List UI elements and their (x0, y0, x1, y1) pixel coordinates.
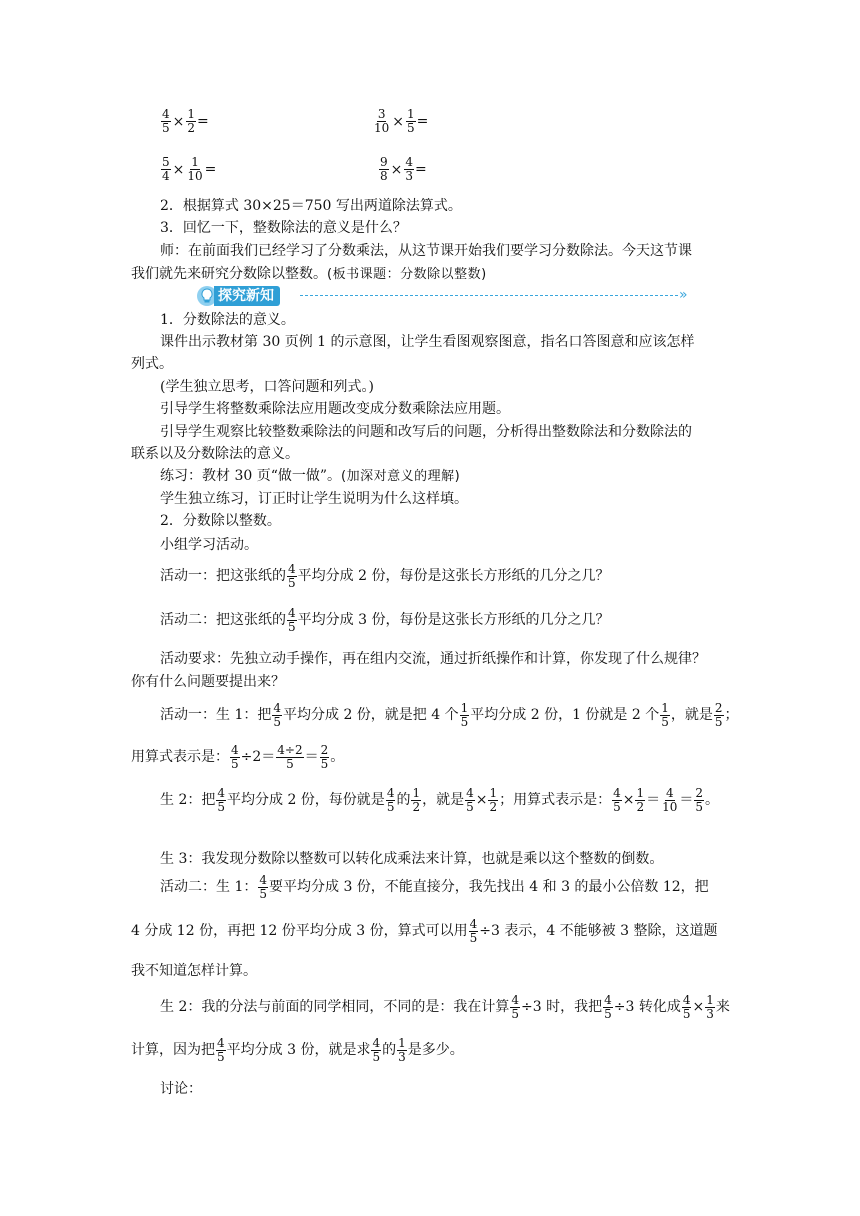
fraction: $\frac{4}{5}$ (511, 992, 519, 1021)
text-line: 3．回忆一下，整数除法的意义是什么？ (160, 220, 407, 236)
fraction: $\frac{4}{5}$ (217, 1035, 225, 1064)
fraction: $\frac{4}{5}$ (682, 992, 691, 1021)
fraction: $\frac{1}{2}$ (636, 785, 645, 814)
text-line: 师：在前面我们已经学习了分数乘法，从这节课开始我们要学习分数除法。今天这节课 (160, 243, 692, 259)
fraction: $\frac{4}{5}$ (259, 872, 267, 901)
text-line: 你有什么问题要提出来？ (131, 674, 285, 690)
double-chevron-right-icon: » (679, 287, 688, 303)
text-line: 列式。 (131, 356, 173, 372)
fraction: $\frac{4}{5}$ (604, 992, 612, 1021)
activity-two: 活动二：把这张纸的 $\frac{4}{5}$ 平均分成 3 份，每份是这张长方形纸的几分之几？ (160, 605, 610, 634)
fraction: $\frac{4}{5}$ (466, 785, 474, 814)
fraction: $\frac{2}{5}$ (320, 742, 329, 771)
text-line: 2．分数除以整数。 (160, 513, 281, 529)
fraction: $\frac{9}{8}$ (380, 155, 388, 183)
text-line: 活动要求：先独立动手操作，再在组内交流，通过折纸操作和计算，你发现了什么规律？ (160, 651, 706, 667)
warmup-row-2: $\frac{5}{4}$ × $\frac{1}{10}$ = (162, 155, 217, 183)
text-line: 联系以及分数除法的意义。 (131, 446, 299, 462)
fraction: $\frac{1}{5}$ (661, 700, 669, 729)
fraction: $\frac{1}{3}$ (706, 992, 714, 1021)
divider (300, 295, 678, 296)
fraction: $\frac{4}{3}$ (405, 155, 414, 183)
text-line: 引导学生观察比较整数乘除法的问题和改写后的问题，分析得出整数除法和分数除法的 (160, 424, 692, 440)
text-line: 2．根据算式 30×25＝750 写出两道除法算式。 (160, 198, 462, 214)
text-line: 我不知道怎样计算。 (131, 963, 257, 979)
fraction: $\frac{1}{2}$ (489, 785, 498, 814)
fraction: $\frac{4}{5}$ (273, 700, 281, 729)
student-2-line: 生 2：把 $\frac{4}{5}$ 平均分成 2 份，每份就是 $\frac{4}{5}$ 的 $\frac{1}{2}$ ，就是 $\frac{4}{5}$ × $\frac{1}{2}$ ；用算式表示是： $\frac{4}{5}$ × $\frac{1}{2}$ ＝ $\frac{4}{10}$ ＝ $\frac{2}{5}$ 。 (160, 785, 720, 814)
fraction: $\frac{3}{10}$ (374, 107, 390, 135)
warmup-row-1b: $\frac{3}{10}$ × $\frac{1}{5}$ = (374, 107, 429, 135)
activity-two-student-2: 生 2：我的分法与前面的同学相同，不同的是：我在计算 $\frac{4}{5}$ ÷3 时，我把 $\frac{4}{5}$ ÷3 转化成 $\frac{4}{5}$ × $\frac{1}{3}$ 来 (160, 992, 730, 1021)
text-line: 生 3：我发现分数除以整数可以转化成乘法来计算，也就是乘以这个整数的倒数。 (160, 851, 664, 867)
fraction: $\frac{4}{5}$ (231, 742, 239, 771)
fraction: $\frac{1}{2}$ (187, 107, 196, 135)
text-line: 小组学习活动。 (160, 537, 258, 553)
text-line: 我们就先来研究分数除以整数。(板书课题：分数除以整数) (131, 266, 487, 282)
text-line: 讨论： (160, 1081, 202, 1097)
fraction: $\frac{1}{5}$ (460, 700, 469, 729)
fraction: $\frac{1}{2}$ (412, 785, 421, 814)
section-title: 探究新知 (214, 286, 280, 306)
fraction: $\frac{4}{5}$ (386, 785, 395, 814)
fraction: $\frac{2}{5}$ (695, 785, 704, 814)
fraction: $\frac{1}{10}$ (187, 155, 203, 183)
fraction: $\frac{1}{5}$ (407, 107, 415, 135)
fraction: $\frac{4}{5}$ (288, 561, 296, 590)
text-line: (学生独立思考，口答问题和列式。) (160, 379, 374, 395)
section-banner (196, 285, 280, 307)
text-line: 引导学生将整数乘除法应用题改变成分数乘除法应用题。 (160, 401, 510, 417)
warmup-row-2b: $\frac{9}{8}$ × $\frac{4}{3}$ = (380, 155, 427, 183)
fraction: $\frac{4\div 2}{5}$ (277, 742, 303, 771)
student-1-formula: 用算式表示是： $\frac{4}{5}$ ÷2＝ $\frac{4\div 2}{5}$ ＝ $\frac{2}{5}$ 。 (131, 742, 345, 771)
fraction: $\frac{2}{5}$ (714, 700, 723, 729)
activity-two-line-2: 4 分成 12 份，再把 12 份平均分成 3 份，算式可以用 $\frac{4}{5}$ ÷3 表示，4 不能够被 3 整除，这道题 (131, 916, 718, 945)
fraction: $\frac{4}{10}$ (662, 785, 678, 814)
text-line: 练习：教材 30 页“做一做”。(加深对意义的理解) (160, 468, 461, 484)
fraction: $\frac{4}{5}$ (288, 605, 296, 634)
fraction: $\frac{4}{5}$ (372, 1035, 381, 1064)
fraction: $\frac{1}{3}$ (398, 1035, 406, 1064)
fraction: $\frac{4}{5}$ (613, 785, 621, 814)
fraction: $\frac{4}{5}$ (162, 107, 170, 135)
student-1-line: 活动一：生 1：把 $\frac{4}{5}$ 平均分成 2 份，就是把 4 个 $\frac{1}{5}$ 平均分成 2 份，1 份就是 2 个 $\frac{1}{5}$ ，就是 $\frac{2}{5}$ ； (160, 700, 739, 729)
activity-one: 活动一：把这张纸的 $\frac{4}{5}$ 平均分成 2 份，每份是这张长方形纸的几分之几？ (160, 561, 610, 590)
warmup-row-1: $\frac{4}{5}$ × $\frac{1}{2}$ = (162, 107, 209, 135)
fraction: $\frac{4}{5}$ (469, 916, 478, 945)
fraction: $\frac{4}{5}$ (217, 785, 225, 814)
fraction: $\frac{5}{4}$ (162, 155, 170, 183)
text-line: 学生独立练习，订正时让学生说明为什么这样填。 (160, 491, 468, 507)
activity-two-student-1: 活动二：生 1： $\frac{4}{5}$ 要平均分成 3 份，不能直接分，我先找出 4 和 3 的最小公倍数 12，把 (160, 872, 709, 901)
activity-two-student-2-line-2: 计算，因为把 $\frac{4}{5}$ 平均分成 3 份，就是求 $\frac{4}{5}$ 的 $\frac{1}{3}$ 是多少。 (131, 1035, 464, 1064)
text-line: 1．分数除法的意义。 (160, 312, 295, 328)
text-line: 课件出示教材第 30 页例 1 的示意图，让学生看图观察图意，指名口答图意和应该怎样 (160, 334, 695, 350)
